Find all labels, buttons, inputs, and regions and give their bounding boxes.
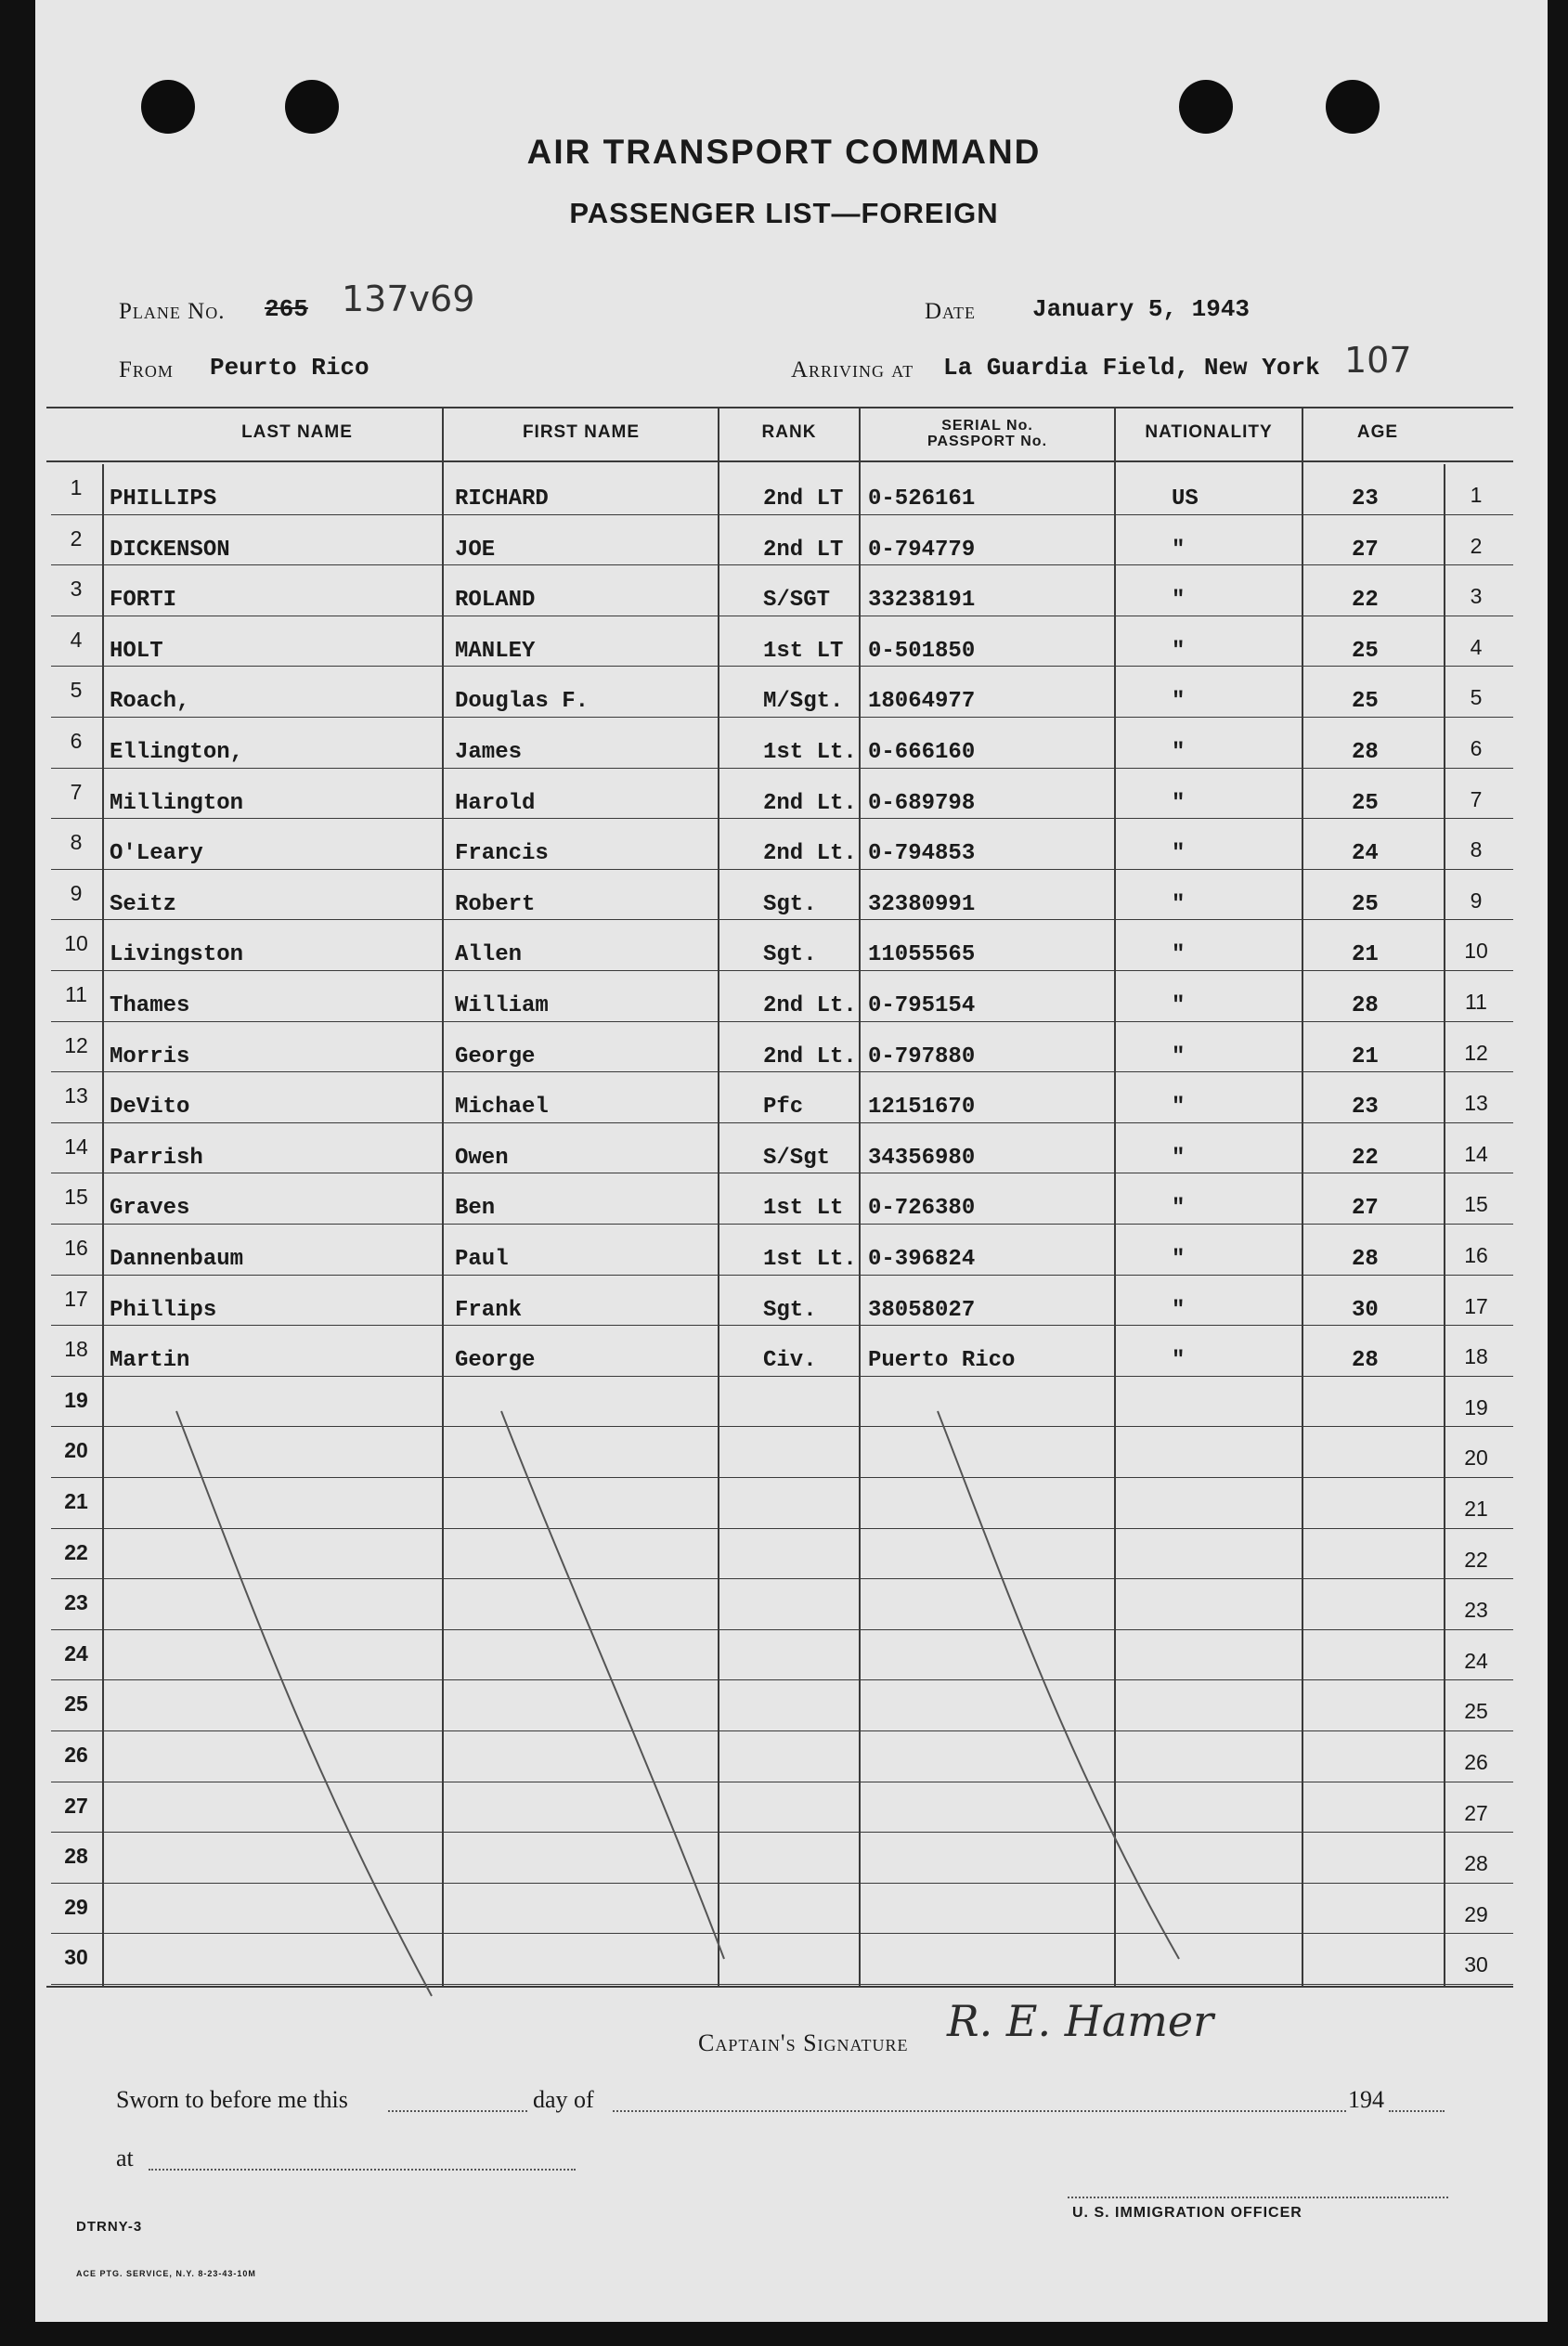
form-subtitle: PASSENGER LIST—FOREIGN <box>569 197 999 229</box>
cell-first: James <box>455 740 523 765</box>
cell-serial: 0-726380 <box>868 1196 976 1222</box>
cell-rank: 2nd Lt. <box>763 1043 857 1069</box>
row-number-right: 15 <box>1464 1192 1488 1217</box>
cell-serial: 18064977 <box>868 689 976 715</box>
cell-first: Douglas F. <box>455 689 590 715</box>
row-number-right: 12 <box>1464 1040 1488 1065</box>
row-number-left: 23 <box>64 1590 88 1615</box>
row-number-right: 13 <box>1464 1091 1488 1116</box>
cell-first: Michael <box>455 1095 549 1121</box>
cell-last: Ellington, <box>110 740 244 765</box>
cell-serial: 0-396824 <box>868 1247 976 1272</box>
cell-rank: 1st Lt. <box>763 740 857 765</box>
col-header-rank: RANK <box>761 422 817 442</box>
cell-first: George <box>455 1043 536 1069</box>
row-number-right: 5 <box>1470 685 1483 710</box>
cell-last: Roach, <box>110 689 190 715</box>
row-number-right: 27 <box>1464 1800 1488 1825</box>
col-header-first-name: FIRST NAME <box>522 422 641 442</box>
cell-nat: " <box>1172 790 1186 816</box>
cell-serial: 0-501850 <box>868 638 976 664</box>
cell-rank: 2nd LT <box>763 537 844 563</box>
row-number-right: 18 <box>1464 1344 1488 1369</box>
page-number: 107 <box>1344 340 1412 381</box>
cell-first: Harold <box>455 790 536 816</box>
year-prefix: 194 <box>1348 2086 1384 2113</box>
from-label: From <box>119 357 174 382</box>
cell-first: Ben <box>455 1196 496 1222</box>
sworn-day-line <box>388 2109 527 2112</box>
cell-last: Seitz <box>110 891 177 917</box>
cell-last: Parrish <box>110 1145 203 1171</box>
cell-age: 23 <box>1352 1095 1379 1121</box>
cell-age: 28 <box>1352 740 1379 765</box>
row-number-right: 19 <box>1464 1394 1488 1419</box>
row-number-left: 26 <box>64 1743 88 1767</box>
col-header-serial-line2: PASSPORT No. <box>927 434 1048 449</box>
cell-nat: " <box>1172 1043 1186 1069</box>
cell-rank: 1st LT <box>763 638 844 664</box>
cell-last: Phillips <box>110 1297 217 1323</box>
row-number-right: 25 <box>1464 1699 1488 1724</box>
cell-age: 30 <box>1352 1297 1379 1323</box>
row-number-right: 16 <box>1464 1243 1488 1267</box>
row-number-left: 7 <box>70 779 83 804</box>
at-label: at <box>116 2145 134 2171</box>
row-number-right: 17 <box>1464 1293 1488 1318</box>
plane-label: Plane No. <box>119 299 226 324</box>
row-number-left: 4 <box>70 627 83 652</box>
cell-nat: " <box>1172 638 1186 664</box>
col-header-nationality: NATIONALITY <box>1145 422 1273 442</box>
row-number-right: 20 <box>1464 1445 1488 1471</box>
cell-nat: " <box>1172 1095 1186 1121</box>
row-number-left: 20 <box>64 1438 88 1463</box>
row-number-right: 23 <box>1464 1598 1488 1623</box>
cell-nat: " <box>1172 1247 1186 1272</box>
cell-last: DICKENSON <box>110 537 230 563</box>
row-number-right: 14 <box>1464 1141 1488 1166</box>
row-number-right: 3 <box>1470 584 1483 609</box>
cell-nat: " <box>1172 841 1186 867</box>
row-number-left: 11 <box>65 982 87 1006</box>
cell-first: Robert <box>455 891 536 917</box>
cell-serial: 0-797880 <box>868 1043 976 1069</box>
printer-line: ACE PTG. SERVICE, N.Y. 8-23-43-10M <box>76 2269 256 2278</box>
cell-last: Thames <box>110 993 190 1018</box>
plane-handwritten-number: 137v69 <box>342 279 475 319</box>
cell-last: DeVito <box>110 1095 190 1121</box>
cell-last: Livingston <box>110 942 244 968</box>
row-number-right: 8 <box>1470 837 1483 862</box>
cell-nat: US <box>1172 486 1199 512</box>
row-number-left: 28 <box>64 1844 88 1869</box>
row-number-right: 29 <box>1464 1901 1488 1926</box>
cell-age: 25 <box>1352 891 1379 917</box>
officer-label: U. S. IMMIGRATION OFFICER <box>1072 2205 1302 2221</box>
cell-rank: Sgt. <box>763 1297 817 1323</box>
form-title: AIR TRANSPORT COMMAND <box>526 133 1042 171</box>
cell-age: 28 <box>1352 993 1379 1018</box>
cell-rank: Pfc <box>763 1095 804 1121</box>
cell-nat: " <box>1172 942 1186 968</box>
cell-nat: " <box>1172 891 1186 917</box>
cell-first: George <box>455 1348 536 1374</box>
row-number-left: 21 <box>64 1489 88 1513</box>
cell-rank: Sgt. <box>763 942 817 968</box>
row-number-left: 3 <box>70 577 83 602</box>
cell-serial: 0-526161 <box>868 486 976 512</box>
cell-first: Paul <box>455 1247 509 1272</box>
date-value: January 5, 1943 <box>1032 295 1251 323</box>
row-number-left: 9 <box>70 880 83 905</box>
arriving-label: Arriving at <box>791 357 914 382</box>
row-number-right: 2 <box>1470 533 1483 558</box>
cell-age: 25 <box>1352 790 1379 816</box>
cell-rank: Sgt. <box>763 891 817 917</box>
cell-first: Francis <box>455 841 549 867</box>
row-number-left: 2 <box>70 525 83 551</box>
row-number-right: 6 <box>1470 736 1483 760</box>
row-number-left: 18 <box>64 1337 88 1362</box>
year-line <box>1389 2109 1445 2112</box>
at-line <box>149 2168 576 2171</box>
cell-serial: 0-794853 <box>868 841 976 867</box>
row-number-right: 11 <box>1465 990 1487 1014</box>
row-number-left: 27 <box>64 1793 88 1818</box>
cell-serial: 11055565 <box>868 942 976 968</box>
cell-first: Frank <box>455 1297 523 1323</box>
row-number-left: 6 <box>70 729 83 753</box>
cell-last: Dannenbaum <box>110 1247 244 1272</box>
cell-rank: Civ. <box>763 1348 817 1374</box>
cell-nat: " <box>1172 740 1186 765</box>
col-header-serial-line1: SERIAL No. <box>941 418 1033 434</box>
row-number-right: 9 <box>1470 888 1483 913</box>
captain-signature: R. E. Hamer <box>947 1996 1214 2046</box>
cell-last: Martin <box>110 1348 190 1374</box>
cell-serial: Puerto Rico <box>868 1348 1016 1374</box>
row-number-left: 22 <box>64 1539 88 1564</box>
row-number-left: 30 <box>64 1945 88 1970</box>
cell-rank: S/SGT <box>763 588 831 614</box>
cell-first: Owen <box>455 1145 509 1171</box>
cell-last: HOLT <box>110 638 163 664</box>
row-number-left: 1 <box>70 475 83 499</box>
cell-serial: 34356980 <box>868 1145 976 1171</box>
row-number-right: 30 <box>1464 1952 1488 1977</box>
cell-age: 24 <box>1352 841 1379 867</box>
cell-age: 28 <box>1352 1348 1379 1374</box>
row-number-left: 17 <box>64 1286 88 1311</box>
date-label: Date <box>925 299 977 324</box>
cell-last: PHILLIPS <box>110 486 217 512</box>
cell-age: 27 <box>1352 537 1379 563</box>
row-number-right: 10 <box>1464 939 1488 964</box>
cell-serial: 0-666160 <box>868 740 976 765</box>
cell-nat: " <box>1172 1297 1186 1323</box>
cell-rank: 2nd LT <box>763 486 844 512</box>
cell-rank: 2nd Lt. <box>763 841 857 867</box>
cell-first: JOE <box>455 537 496 563</box>
cell-last: Graves <box>110 1196 190 1222</box>
cell-age: 25 <box>1352 689 1379 715</box>
row-number-right: 28 <box>1464 1851 1488 1876</box>
row-number-right: 21 <box>1464 1497 1488 1521</box>
cell-age: 21 <box>1352 942 1379 968</box>
sworn-month-line <box>613 2109 1346 2112</box>
cell-age: 22 <box>1352 588 1379 614</box>
row-number-right: 24 <box>1464 1648 1488 1673</box>
cell-age: 22 <box>1352 1145 1379 1171</box>
row-number-left: 13 <box>64 1083 88 1108</box>
day-of-label: day of <box>533 2086 594 2113</box>
cell-nat: " <box>1172 1145 1186 1171</box>
captain-signature-label: Captain's Signature <box>698 2029 909 2056</box>
cell-age: 25 <box>1352 638 1379 664</box>
cell-rank: 2nd Lt. <box>763 790 857 816</box>
row-number-left: 10 <box>64 931 88 956</box>
row-number-left: 24 <box>64 1640 88 1666</box>
cell-serial: 0-689798 <box>868 790 976 816</box>
plane-struck-number: 265 <box>265 295 308 323</box>
cell-nat: " <box>1172 689 1186 715</box>
from-value: Peurto Rico <box>210 354 369 382</box>
cell-rank: 2nd Lt. <box>763 993 857 1018</box>
form-code: DTRNY-3 <box>76 2219 143 2235</box>
cell-first: MANLEY <box>455 638 536 664</box>
col-header-age: AGE <box>1356 422 1399 442</box>
row-number-left: 29 <box>64 1894 88 1919</box>
cell-serial: 33238191 <box>868 588 976 614</box>
row-number-left: 12 <box>64 1032 88 1057</box>
cell-last: Morris <box>110 1043 190 1069</box>
cell-first: Allen <box>455 942 523 968</box>
cell-first: RICHARD <box>455 486 549 512</box>
row-number-right: 1 <box>1470 483 1483 507</box>
col-header-last-name: LAST NAME <box>241 422 353 442</box>
cell-rank: 1st Lt. <box>763 1247 857 1272</box>
row-number-left: 15 <box>64 1185 88 1210</box>
cell-last: O'Leary <box>110 841 203 867</box>
cell-rank: S/Sgt <box>763 1145 831 1171</box>
row-number-left: 5 <box>70 678 83 703</box>
cell-nat: " <box>1172 993 1186 1018</box>
row-number-left: 25 <box>64 1691 88 1717</box>
row-number-left: 16 <box>64 1236 88 1260</box>
row-number-left: 19 <box>64 1387 88 1412</box>
cell-serial: 32380991 <box>868 891 976 917</box>
row-number-right: 26 <box>1464 1750 1488 1774</box>
cell-age: 27 <box>1352 1196 1379 1222</box>
cell-age: 28 <box>1352 1247 1379 1272</box>
cell-rank: 1st Lt <box>763 1196 844 1222</box>
cell-first: William <box>455 993 549 1018</box>
cell-nat: " <box>1172 588 1186 614</box>
cell-nat: " <box>1172 537 1186 563</box>
row-number-right: 7 <box>1470 786 1483 811</box>
cell-serial: 12151670 <box>868 1095 976 1121</box>
cell-rank: M/Sgt. <box>763 689 844 715</box>
arriving-value: La Guardia Field, New York <box>943 354 1320 382</box>
row-number-right: 22 <box>1464 1547 1488 1572</box>
cell-serial: 0-794779 <box>868 537 976 563</box>
cell-serial: 0-795154 <box>868 993 976 1018</box>
sworn-label: Sworn to before me this <box>116 2086 348 2113</box>
cell-nat: " <box>1172 1348 1186 1374</box>
officer-line <box>1068 2196 1448 2198</box>
cell-last: Millington <box>110 790 244 816</box>
cell-nat: " <box>1172 1196 1186 1222</box>
row-number-right: 4 <box>1470 634 1483 659</box>
cell-last: FORTI <box>110 588 177 614</box>
cell-first: ROLAND <box>455 588 536 614</box>
cell-serial: 38058027 <box>868 1297 976 1323</box>
cell-age: 21 <box>1352 1043 1379 1069</box>
cell-age: 23 <box>1352 486 1379 512</box>
row-number-left: 14 <box>64 1134 88 1159</box>
row-number-left: 8 <box>70 830 83 855</box>
